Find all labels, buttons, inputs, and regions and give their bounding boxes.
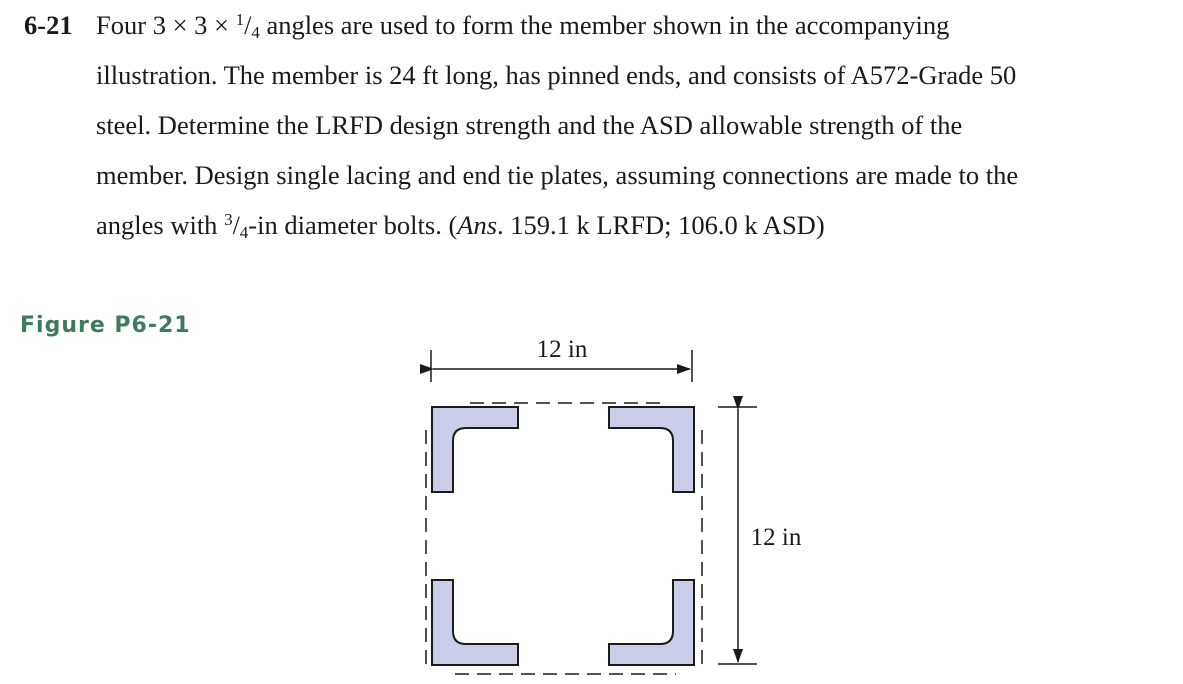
- height-dimension-label: 12 in: [750, 524, 802, 551]
- line1-text-a: Four 3 × 3 ×: [96, 10, 236, 40]
- problem-line-4: member. Design single lacing and end tie plates, assuming connections are made to the: [96, 160, 1019, 190]
- problem-line-2: illustration. The member is 24 ft long, has pinned ends, and consists of A572-Grade 50: [96, 60, 1017, 90]
- fraction-three-quarters: 3/4: [224, 210, 249, 242]
- answer-label: Ans: [457, 210, 498, 240]
- angle-bottom-left: [432, 580, 518, 665]
- line5-text-c: . 159.1 k LRFD; 106.0 k ASD): [497, 210, 825, 240]
- width-dimension: [431, 336, 692, 382]
- height-dimension: [718, 407, 802, 664]
- angle-bottom-right: [609, 580, 694, 665]
- problem-number: 6-21: [24, 10, 73, 40]
- lacing-dashed-outline: [426, 403, 702, 674]
- line5-text-a: angles with: [96, 210, 225, 240]
- line5-text-b: -in diameter bolts. (: [248, 210, 458, 240]
- width-dimension-label: 12 in: [536, 336, 588, 363]
- fraction-one-quarter: 1/4: [235, 10, 260, 42]
- problem-line-3: steel. Determine the LRFD design strength and the ASD allowable strength of the: [96, 110, 963, 140]
- line1-text-b: angles are used to form the member shown in the accompanying: [259, 10, 950, 40]
- angle-top-right: [609, 407, 694, 492]
- angle-top-left: [432, 407, 518, 492]
- figure-label: Figure P6-21: [20, 313, 191, 338]
